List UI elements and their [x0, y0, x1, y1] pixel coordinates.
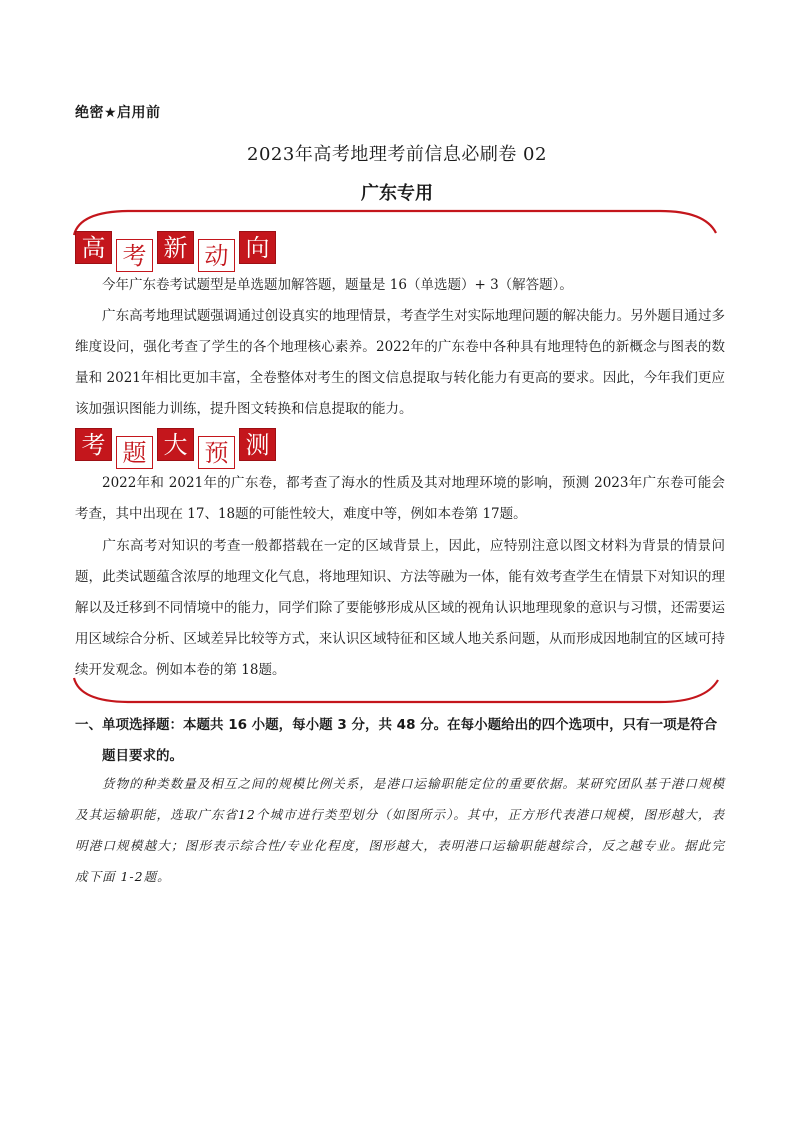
- confidential-label: 绝密★启用前: [75, 105, 161, 121]
- paragraph-text: 今年广东卷考试题型是单选题加解答题，题量是 16（单选题）+ 3（解答题）。: [102, 277, 573, 293]
- section-badge-trends: [75, 231, 280, 272]
- heading-line-2: 题目要求的。: [102, 748, 183, 764]
- material-text: 货物的种类数量及相互之间的规模比例关系，是港口运输职能定位的重要依据。某研究团队基于港口规模及其运输职能，选取广东省12个城市进行类型划分（如图所示）。其中，正方形代表港口规模，图形越大，表明港口规模越大；图形表示综合性/专业化程度，图形越大，表明港口运输职能越综合，反之越专业。据此完成下面 1-2题。: [75, 776, 725, 884]
- heading-line-1: 一、单项选择题：本题共 16 小题，每小题 3 分，共 48 分。在每小题给出的四个选项中，只有一项是符合: [75, 717, 718, 733]
- badge-char: 高: [75, 231, 112, 264]
- trends-paragraph-1: [75, 270, 725, 301]
- badge-char: 考: [116, 239, 153, 272]
- exam-title: 2023年高考地理考前信息必刷卷 02: [247, 144, 547, 165]
- badge-char: 题: [116, 436, 153, 469]
- bottom-frame-arc: [0, 668, 794, 708]
- forecast-paragraph-1: [75, 468, 725, 530]
- badge-char: 动: [198, 239, 235, 272]
- badge-char: 新: [157, 231, 194, 264]
- paragraph-text: 广东高考对知识的考查一般都搭载在一定的区域背景上，因此，应特别注意以图文材料为背景的情景问题，此类试题蕴含浓厚的地理文化气息，将地理知识、方法等融为一体，能有效考查学生在情景下对知识的理解以及迁移到不同情境中的能力，同学们除了要能够形成从区域的视角认识地理现象的意识与习惯，还需要运用区域综合分析、区域差异比较等方式，来认识区域特征和区域人地关系问题，从而形成因地制宜的区域可持续开发观念。例如本卷的第 18题。: [75, 538, 725, 678]
- trends-paragraph-2: [75, 301, 725, 425]
- badge-char: 测: [239, 428, 276, 461]
- badge-char: 向: [239, 231, 276, 264]
- exam-subtitle: 广东专用: [361, 183, 433, 204]
- question-material: [75, 768, 725, 892]
- forecast-paragraph-2: [75, 531, 725, 686]
- badge-char: 大: [157, 428, 194, 461]
- paragraph-text: 广东高考地理试题强调通过创设真实的地理情景，考查学生对实际地理问题的解决能力。另外题目通过多维度设问，强化考查了学生的各个地理核心素养。2022年的广东卷中各种具有地理特色的新概念与图表的数量和 2021年相比更加丰富，全卷整体对考生的图文信息提取与转化能力有更高的要求。因此，今年我们更应该加强识图能力训练，提升图文转换和信息提取的能力。: [75, 308, 725, 417]
- paragraph-text: 2022年和 2021年的广东卷，都考查了海水的性质及其对地理环境的影响，预测 2023年广东卷可能会考查，其中出现在 17、18题的可能性较大，难度中等，例如本卷第 17题。: [75, 475, 725, 522]
- section-badge-forecast: [75, 428, 280, 469]
- badge-char: 考: [75, 428, 112, 461]
- section-heading-single-choice: [75, 710, 725, 772]
- badge-char: 预: [198, 436, 235, 469]
